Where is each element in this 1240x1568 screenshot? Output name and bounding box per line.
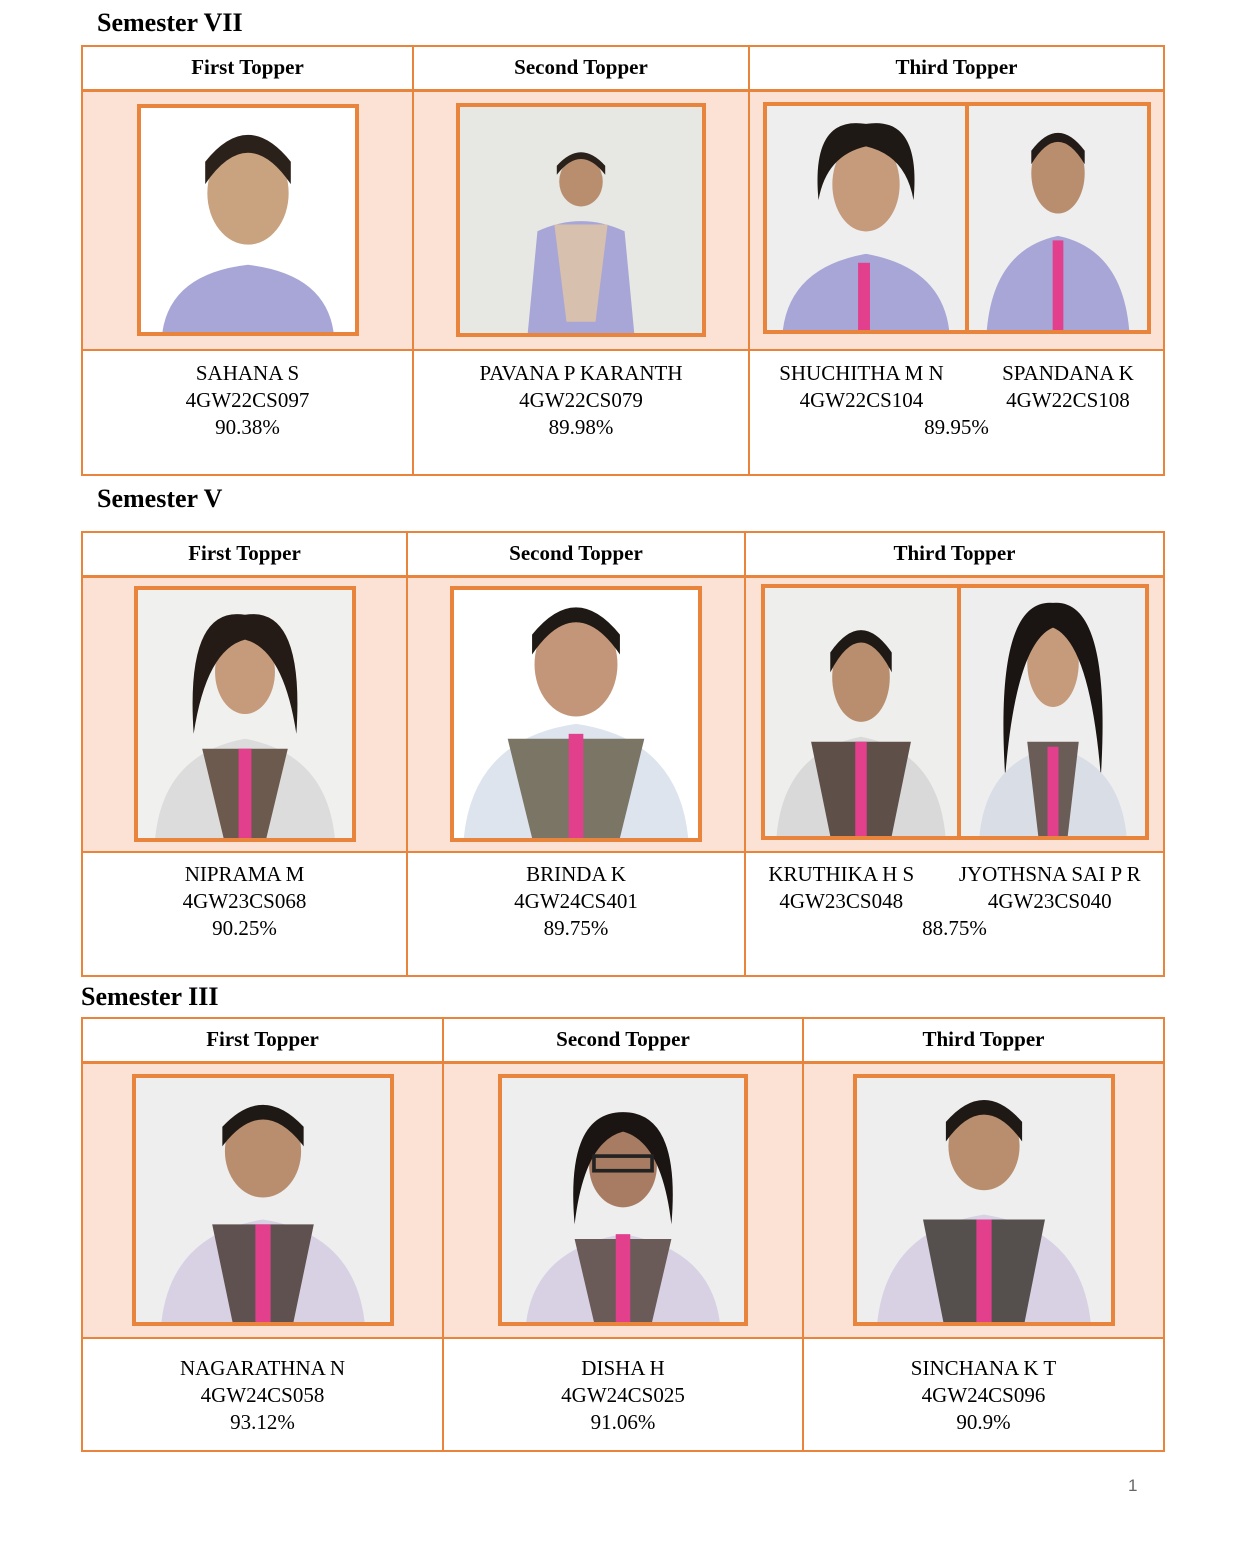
person-icon: [765, 588, 957, 836]
toppers-table-semester-vii: [81, 45, 1165, 476]
toppers-table-semester-v: [81, 531, 1165, 977]
info-row: [82, 1338, 1164, 1451]
student-photo: [450, 586, 702, 842]
third-topper-photos: [763, 102, 1151, 334]
student-photo: [853, 1074, 1115, 1326]
student-photo: [132, 1074, 394, 1326]
page-number: 1: [1128, 1476, 1138, 1495]
student-name: PAVANA P KARANTH: [479, 361, 683, 385]
third-topper-info: [745, 852, 1164, 976]
student-name: DISHA H: [581, 1356, 665, 1380]
semester-title: Semester VII: [97, 8, 243, 37]
student-usn: 4GW22CS079: [519, 388, 643, 412]
student-name: SHUCHITHA M N: [779, 361, 944, 385]
person-icon: [961, 588, 1145, 836]
student-name: NIPRAMA M: [184, 862, 305, 886]
photo-cell-first: [82, 576, 407, 852]
person-icon: [460, 107, 702, 333]
student-usn: 4GW24CS025: [561, 1383, 685, 1407]
third-topper-header: Third Topper: [749, 46, 1164, 90]
photo-cell-first: [82, 1062, 443, 1338]
student-usn: 4GW23CS068: [182, 889, 307, 913]
student-usn: 4GW23CS048: [779, 889, 904, 913]
first-topper-info: [82, 350, 413, 475]
third-topper-photos: [761, 584, 1149, 840]
semester-title: Semester III: [81, 982, 219, 1011]
first-topper-header: First Topper: [82, 46, 413, 90]
first-topper-header: First Topper: [82, 532, 407, 576]
person-icon: [969, 106, 1147, 330]
header-row: [82, 46, 1164, 90]
third-topper-info: [803, 1338, 1164, 1451]
third-topper-header: Third Topper: [803, 1018, 1164, 1062]
info-row: [82, 852, 1164, 976]
student-photo: [137, 104, 359, 336]
first-topper-info: [82, 1338, 443, 1451]
second-topper-header: Second Topper: [443, 1018, 803, 1062]
student-usn: 4GW24CS096: [921, 1383, 1046, 1407]
first-topper-header: First Topper: [82, 1018, 443, 1062]
photo-row: [82, 576, 1164, 852]
header-row: [82, 1018, 1164, 1062]
person-icon: [141, 108, 355, 332]
photo-cell-second: [407, 576, 745, 852]
person-icon: [767, 106, 965, 330]
student-usn: 4GW23CS040: [987, 889, 1112, 913]
student-usn: 4GW24CS058: [200, 1383, 325, 1407]
second-topper-info: [407, 852, 745, 976]
student-name: SINCHANA K T: [910, 1356, 1057, 1380]
student-photo: [134, 586, 356, 842]
header-row: [82, 532, 1164, 576]
person-icon: [454, 590, 698, 838]
student-percentage: 89.75%: [543, 916, 609, 940]
photo-row: [82, 90, 1164, 350]
semester-title: Semester V: [97, 484, 223, 513]
student-name: KRUTHIKA H S: [768, 862, 915, 886]
person-icon: [136, 1078, 390, 1322]
student-photo: [456, 103, 706, 337]
second-topper-header: Second Topper: [407, 532, 745, 576]
student-percentage: 89.95%: [924, 415, 989, 439]
person-icon: [138, 590, 352, 838]
photo-cell-third: [803, 1062, 1164, 1338]
student-photo: [763, 102, 969, 334]
first-topper-info: [82, 852, 407, 976]
person-icon: [502, 1078, 744, 1322]
student-name: SPANDANA K: [1002, 361, 1134, 385]
student-photo: [761, 584, 961, 840]
student-usn: 4GW22CS104: [799, 388, 924, 412]
student-photo: [965, 102, 1151, 334]
third-topper-info: [749, 350, 1164, 475]
second-topper-info: [443, 1338, 803, 1451]
student-percentage: 90.25%: [212, 916, 277, 940]
info-row: [82, 350, 1164, 475]
student-name: BRINDA K: [526, 862, 626, 886]
photo-cell-third: [745, 576, 1164, 852]
photo-row: [82, 1062, 1164, 1338]
toppers-table-semester-iii: [81, 1017, 1165, 1452]
photo-cell-first: [82, 90, 413, 350]
student-name: SAHANA S: [195, 361, 300, 385]
third-topper-header: Third Topper: [745, 532, 1164, 576]
photo-cell-third: [749, 90, 1164, 350]
second-topper-header: Second Topper: [413, 46, 749, 90]
student-photo: [498, 1074, 748, 1326]
student-usn: 4GW22CS108: [1006, 388, 1130, 412]
student-name: JYOTHSNA SAI P R: [958, 862, 1141, 886]
student-percentage: 90.38%: [215, 415, 280, 439]
student-percentage: 93.12%: [230, 1410, 295, 1434]
student-percentage: 89.98%: [548, 415, 614, 439]
student-name: NAGARATHNA N: [179, 1356, 346, 1380]
person-icon: [857, 1078, 1111, 1322]
student-usn: 4GW22CS097: [185, 388, 310, 412]
photo-cell-second: [443, 1062, 803, 1338]
student-percentage: 91.06%: [590, 1410, 656, 1434]
photo-cell-second: [413, 90, 749, 350]
student-usn: 4GW24CS401: [514, 889, 638, 913]
second-topper-info: [413, 350, 749, 475]
student-percentage: 88.75%: [922, 916, 987, 940]
student-photo: [957, 584, 1149, 840]
student-percentage: 90.9%: [956, 1410, 1011, 1434]
